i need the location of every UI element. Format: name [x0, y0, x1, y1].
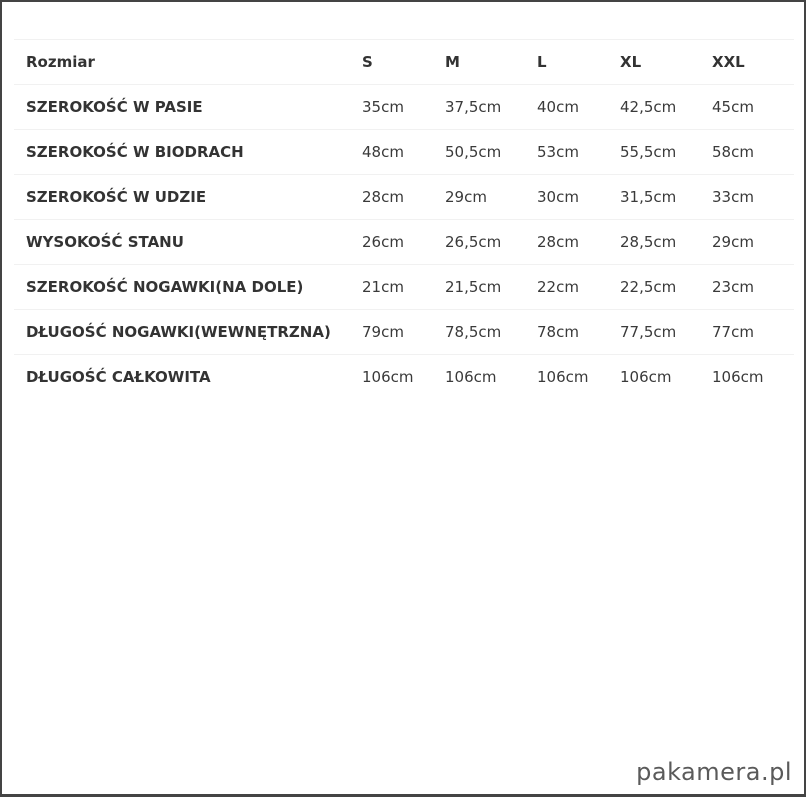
header-size-l: L — [537, 53, 547, 71]
cell-value: 45cm — [712, 98, 754, 116]
cell-value: 79cm — [362, 323, 404, 341]
table-row — [14, 310, 794, 355]
table-row — [14, 85, 794, 130]
header-size-xl: XL — [620, 53, 642, 71]
cell-value: 42,5cm — [620, 98, 677, 116]
cell-value: 22,5cm — [620, 278, 677, 296]
cell-value: 22cm — [537, 278, 579, 296]
cell-value: 26,5cm — [445, 233, 502, 251]
pakamera-watermark: pakamera.pl — [636, 758, 792, 786]
cell-value: 50,5cm — [445, 143, 502, 161]
table-row — [14, 130, 794, 175]
table-header-row — [14, 40, 794, 85]
table-row — [14, 355, 794, 400]
cell-value: 106cm — [620, 368, 672, 387]
cell-value: 48cm — [362, 143, 404, 161]
cell-value: 53cm — [537, 143, 579, 161]
row-label: DŁUGOŚĆ NOGAWKI(WEWNĘTRZNA) — [26, 323, 331, 341]
header-size-xxl: XXL — [712, 53, 745, 71]
header-size-m: M — [445, 53, 460, 71]
cell-value: 106cm — [712, 368, 764, 387]
header-label: Rozmiar — [26, 53, 95, 71]
cell-value: 29cm — [445, 188, 487, 206]
row-label: SZEROKOŚĆ W UDZIE — [26, 188, 207, 206]
cell-value: 28cm — [362, 188, 404, 206]
size-chart-table — [14, 39, 794, 400]
row-label: DŁUGOŚĆ CAŁKOWITA — [26, 368, 211, 387]
cell-value: 28,5cm — [620, 233, 677, 251]
cell-value: 58cm — [712, 143, 754, 161]
row-label: WYSOKOŚĆ STANU — [26, 233, 184, 251]
cell-value: 31,5cm — [620, 188, 677, 206]
cell-value: 30cm — [537, 188, 579, 206]
cell-value: 78cm — [537, 323, 579, 341]
cell-value: 21,5cm — [445, 278, 502, 296]
cell-value: 29cm — [712, 233, 754, 251]
cell-value: 23cm — [712, 278, 754, 296]
cell-value: 106cm — [445, 368, 497, 387]
cell-value: 106cm — [362, 368, 414, 387]
cell-value: 21cm — [362, 278, 404, 296]
row-label: SZEROKOŚĆ W PASIE — [26, 98, 203, 116]
cell-value: 106cm — [537, 368, 589, 387]
row-label: SZEROKOŚĆ W BIODRACH — [26, 143, 244, 161]
cell-value: 35cm — [362, 98, 404, 116]
cell-value: 28cm — [537, 233, 579, 251]
cell-value: 40cm — [537, 98, 579, 116]
cell-value: 26cm — [362, 233, 404, 251]
cell-value: 77cm — [712, 323, 754, 341]
cell-value: 33cm — [712, 188, 754, 206]
table-row — [14, 220, 794, 265]
table-row — [14, 265, 794, 310]
cell-value: 78,5cm — [445, 323, 502, 341]
cell-value: 37,5cm — [445, 98, 502, 116]
cell-value: 55,5cm — [620, 143, 677, 161]
header-size-s: S — [362, 53, 373, 71]
table-row — [14, 175, 794, 220]
cell-value: 77,5cm — [620, 323, 677, 341]
row-label: SZEROKOŚĆ NOGAWKI(NA DOLE) — [26, 278, 304, 296]
